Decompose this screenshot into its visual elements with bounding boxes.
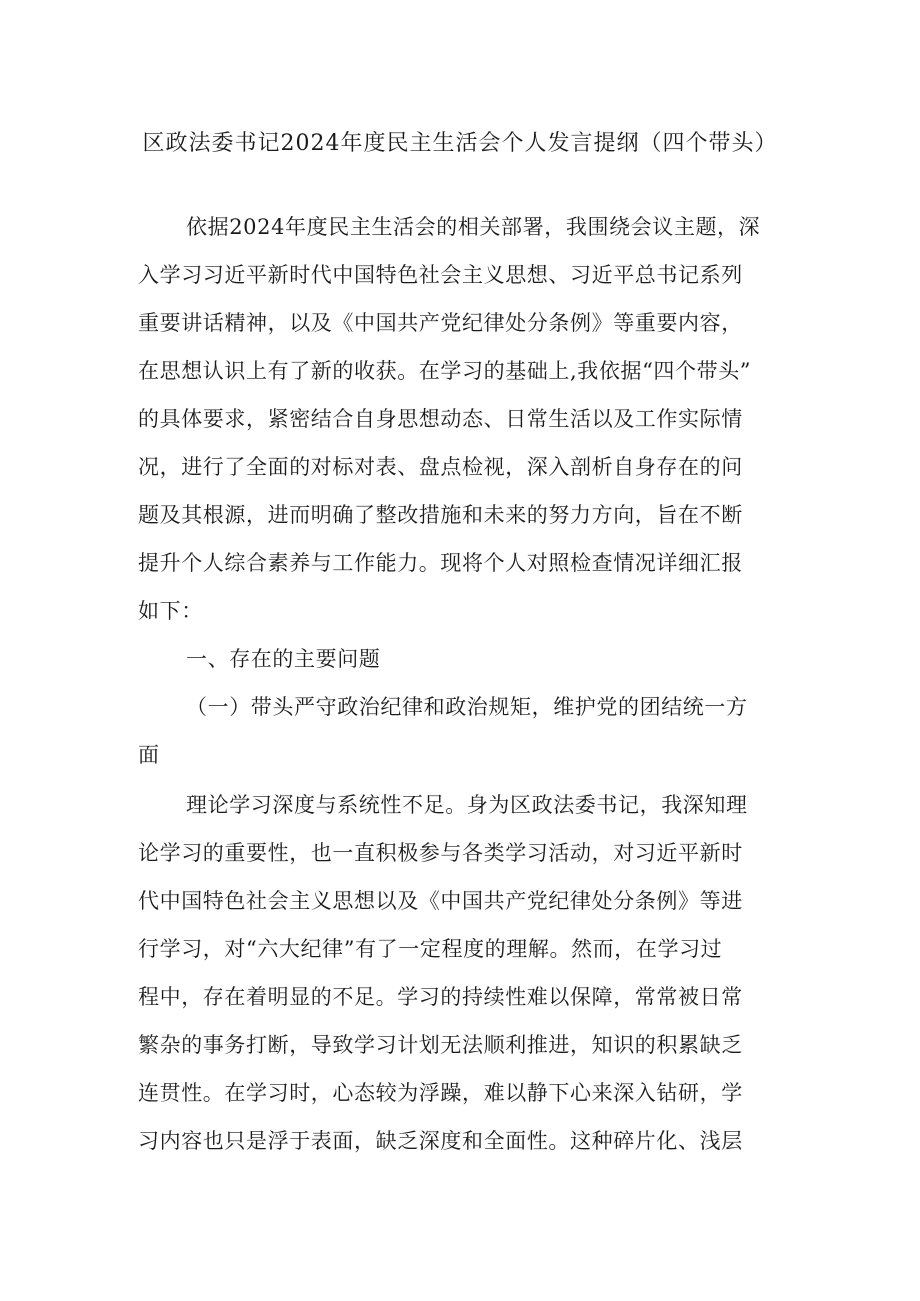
section-heading: 一、存在的主要问题 [186,647,381,671]
body-line: 入学习习近平新时代中国特色社会主义思想、习近平总书记系列 [138,263,743,287]
body-line: 习内容也只是浮于表面，缺乏深度和全面性。这种碎片化、浅层 [138,1129,743,1153]
body-line: 繁杂的事务打断，导致学习计划无法顺利推进，知识的积累缺乏 [138,1033,743,1057]
body-line: 在思想认识上有了新的收获。在学习的基础上,我依据“四个带头” [138,359,752,383]
body-line: 况，进行了全面的对标对表、盘点检视，深入剖析自身存在的问 [138,455,743,479]
body-line: 论学习的重要性，也一直积极参与各类学习活动，对习近平新时 [138,841,743,865]
document-title: 区政法委书记2024年度民主生活会个人发言提纲（四个带头） [142,131,778,156]
body-line: 重要讲话精神，以及《中国共产党纪律处分条例》等重要内容， [138,311,743,335]
subsection-heading: （一）带头严守政治纪律和政治规矩，维护党的团结统一方 [186,695,748,719]
body-line: 行学习，对“六大纪律”有了一定程度的理解。然而，在学习过 [138,937,723,961]
body-line: 程中，存在着明显的不足。学习的持续性难以保障，常常被日常 [138,985,743,1009]
body-line: 题及其根源，进而明确了整改措施和未来的努力方向，旨在不断 [138,503,743,527]
body-line: 如下： [138,599,203,623]
body-line: 代中国特色社会主义思想以及《中国共产党纪律处分条例》等进 [138,889,743,913]
body-line: 依据2024年度民主生活会的相关部署，我围绕会议主题，深 [186,215,761,239]
body-line: 的具体要求，紧密结合自身思想动态、日常生活以及工作实际情 [138,407,743,431]
body-line: 理论学习深度与系统性不足。身为区政法委书记，我深知理 [186,793,748,817]
subsection-heading-continued: 面 [138,743,160,767]
body-line: 连贯性。在学习时，心态较为浮躁，难以静下心来深入钻研，学 [138,1081,743,1105]
body-line: 提升个人综合素养与工作能力。现将个人对照检查情况详细汇报 [138,551,743,575]
